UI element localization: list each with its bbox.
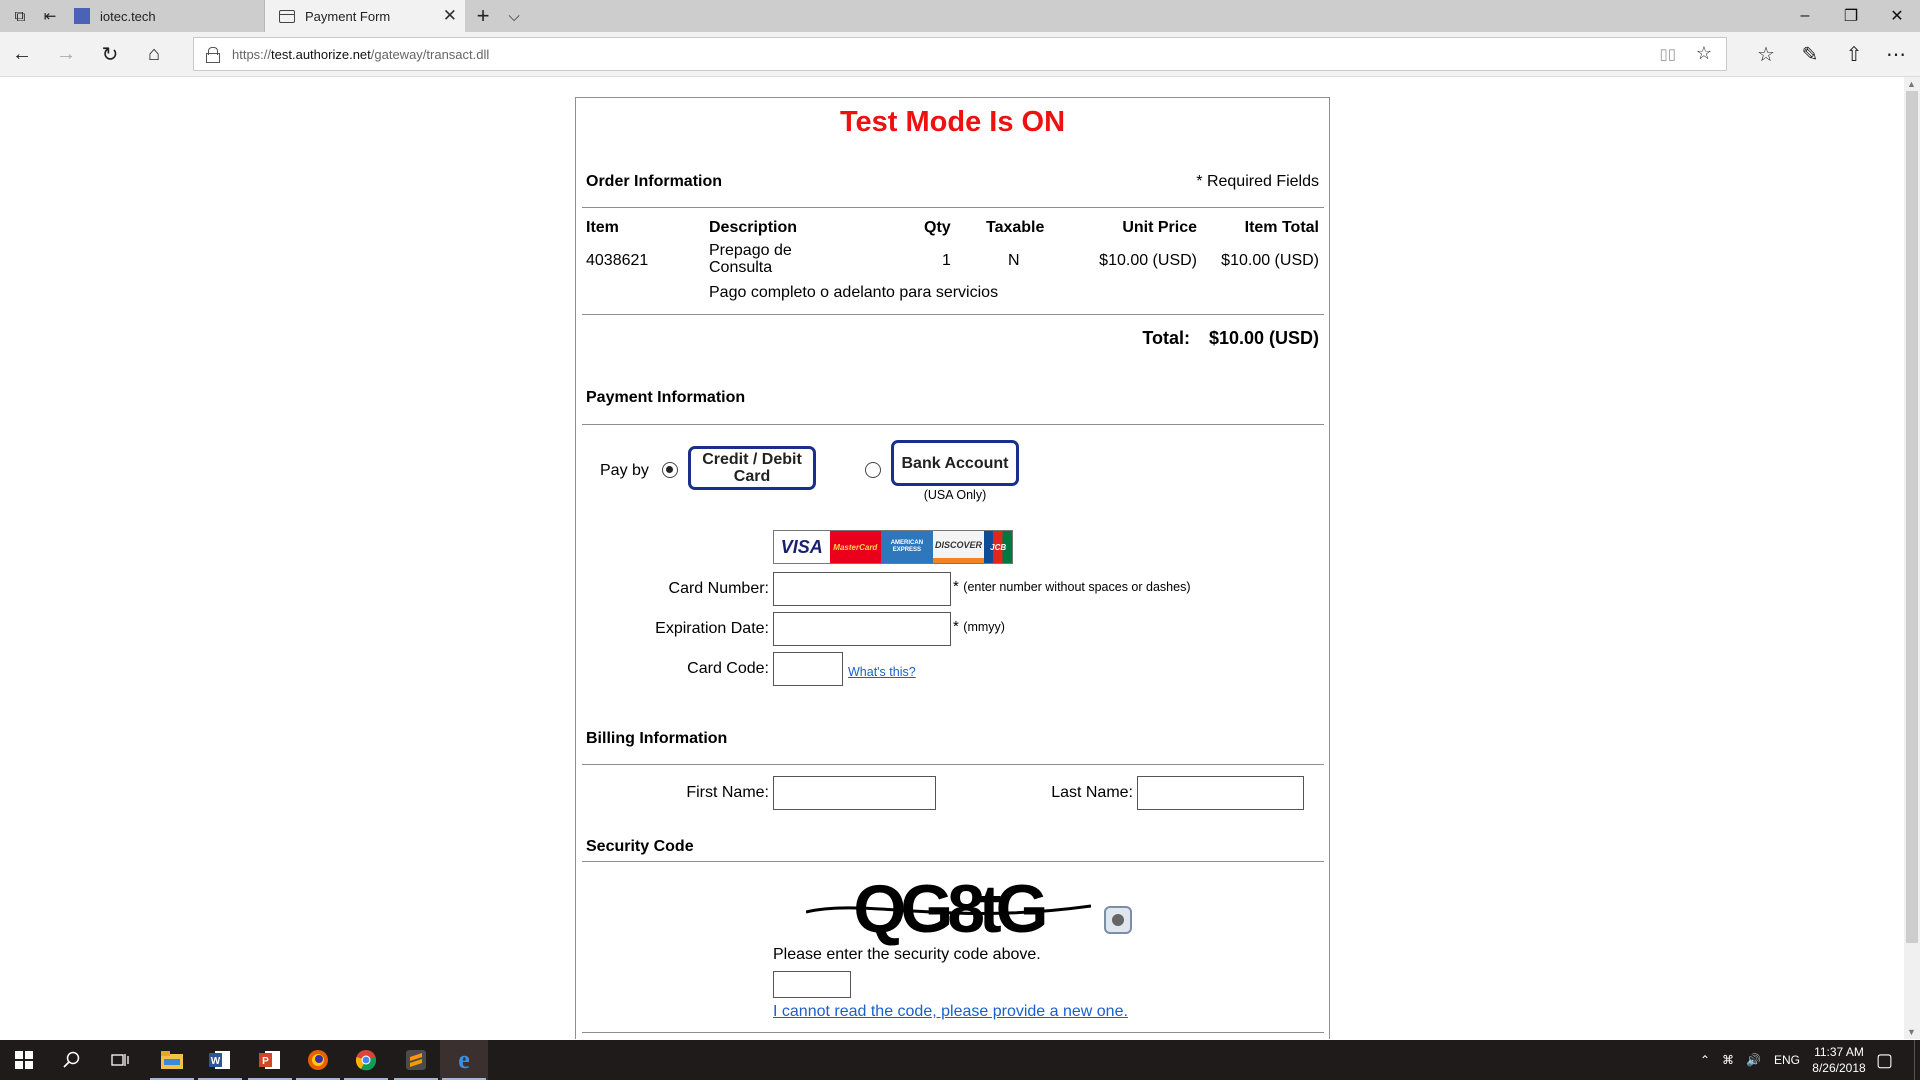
new-captcha-link[interactable]: I cannot read the code, please provide a new one. [773,1003,1128,1020]
mastercard-logo: MasterCard [830,531,882,563]
share-icon[interactable]: ⇧ [1845,44,1863,66]
order-item-total: $10.00 (USD) [1221,252,1319,269]
credit-debit-card-button[interactable]: Credit / Debit Card [688,446,816,490]
chrome-icon[interactable] [342,1040,390,1080]
tabs-aside-icon[interactable]: ⧉ [14,7,26,25]
payment-information-heading: Payment Information [586,389,746,406]
expiration-date-label: Expiration Date: [655,620,769,637]
col-taxable: Taxable [986,219,1045,236]
tab-title: iotec.tech [100,8,156,24]
show-hidden-icons-icon[interactable]: ⌃ [1700,1053,1711,1067]
pay-by-bank-radio[interactable] [865,462,881,478]
language-indicator[interactable]: ENG [1774,1053,1801,1067]
url-text: https://test.authorize.net/gateway/transact.dll [232,47,490,62]
col-description: Description [709,219,798,236]
show-desktop-button[interactable] [1914,1040,1920,1080]
web-note-icon[interactable]: ✎ [1801,44,1819,66]
order-item-unit-price: $10.00 (USD) [1099,252,1197,269]
tab-payment-form[interactable] [265,0,465,32]
divider [582,207,1324,208]
new-tab-icon[interactable]: + [476,3,490,28]
back-icon[interactable]: ← [12,43,32,65]
forward-icon[interactable]: → [56,43,76,65]
divider [582,861,1324,862]
minimize-icon[interactable]: – [1800,7,1810,24]
tab-iotec[interactable] [60,0,265,32]
card-code-label: Card Code: [687,660,769,677]
site-favicon-icon [74,8,90,24]
restore-icon[interactable]: ❐ [1843,8,1859,25]
audio-captcha-icon[interactable] [1104,906,1132,934]
first-name-label: First Name: [686,784,769,801]
edge-glyph-icon: e [458,1045,470,1074]
security-code-input[interactable] [773,971,851,998]
search-icon[interactable] [48,1040,96,1080]
order-item-qty: 1 [942,252,951,269]
close-tab-icon[interactable]: ✕ [442,6,457,25]
whats-this-link[interactable]: What's this? [848,665,916,679]
chevron-down-icon[interactable]: ⌵ [508,7,520,25]
windows-start-icon[interactable] [0,1040,48,1080]
amex-logo: AMERICAN EXPRESS [881,531,933,563]
refresh-icon[interactable]: ↻ [101,44,119,66]
col-item: Item [586,219,619,236]
task-view-icon[interactable] [96,1040,144,1080]
divider [582,424,1324,425]
last-name-label: Last Name: [1051,784,1133,801]
expiration-required-hint: * (mmyy) [953,618,1005,635]
jcb-logo: JCB [984,531,1012,563]
total-value: $10.00 (USD) [1208,328,1319,348]
reading-view-icon[interactable]: ▯▯ [1659,46,1676,63]
powerpoint-icon[interactable] [246,1040,294,1080]
word-icon[interactable] [196,1040,244,1080]
order-item-note: Pago completo o adelanto para servicios [709,284,999,301]
favorites-hub-icon[interactable]: ☆ [1757,44,1775,66]
clock[interactable] [1806,1040,1872,1080]
close-window-icon[interactable]: ✕ [1890,8,1904,25]
card-code-input[interactable] [773,652,843,686]
divider [582,1032,1324,1033]
edge-icon[interactable] [440,1040,488,1080]
scrollbar-thumb[interactable] [1906,91,1918,943]
expiration-date-input[interactable] [773,612,951,646]
order-item-id: 4038621 [586,252,649,269]
billing-information-heading: Billing Information [586,730,728,747]
test-mode-banner: Test Mode Is ON [839,106,1066,138]
vertical-scrollbar[interactable] [1904,77,1920,1039]
order-information-heading: Order Information [586,173,723,190]
svg-text:P: P [262,1056,269,1067]
page-content [0,77,1904,1039]
scroll-down-icon[interactable]: ▼ [1907,1027,1916,1037]
card-number-required-hint: * (enter number without spaces or dashes) [953,578,1191,595]
firefox-icon[interactable] [294,1040,342,1080]
volume-icon[interactable]: 🔊 [1746,1053,1761,1067]
captcha-image [806,868,1091,946]
divider [582,314,1324,315]
order-item-description: Prepago de Consulta [709,242,792,276]
last-name-input[interactable] [1137,776,1304,810]
file-explorer-icon[interactable] [148,1040,196,1080]
windows-taskbar [0,1040,1920,1080]
security-code-heading: Security Code [586,838,694,855]
network-icon[interactable]: ⌘ [1722,1053,1734,1067]
payment-form-panel [575,97,1330,1039]
total-label: Total: [1142,328,1190,348]
col-item-total: Item Total [1244,219,1319,236]
card-number-input[interactable] [773,572,951,606]
accepted-cards-logos [773,530,1013,564]
svg-text:QG8tG: QG8tG [853,871,1043,946]
browser-tab-bar [0,0,1920,32]
more-menu-icon[interactable]: ⋯ [1886,44,1906,66]
first-name-input[interactable] [773,776,936,810]
pay-by-card-radio[interactable] [662,462,678,478]
divider [582,764,1324,765]
clock-time: 11:37 AM [1814,1045,1864,1059]
scroll-up-icon[interactable]: ▲ [1907,79,1916,89]
home-icon[interactable]: ⌂ [147,43,161,65]
order-item-taxable: N [1008,252,1020,269]
set-tabs-aside-icon[interactable]: ⇤ [43,8,57,25]
lock-icon [206,47,218,61]
page-favicon-icon [279,10,295,23]
sublime-text-icon[interactable] [392,1040,440,1080]
favorite-star-icon[interactable]: ☆ [1695,43,1712,63]
tab-title: Payment Form [305,8,391,24]
col-qty: Qty [924,219,951,236]
usa-only-note: (USA Only) [923,488,987,502]
col-unit-price: Unit Price [1122,219,1197,236]
discover-logo: DISCOVER [933,531,985,563]
clock-date: 8/26/2018 [1812,1061,1866,1075]
captcha-instruction: Please enter the security code above. [773,946,1041,963]
required-fields-note: * Required Fields [1196,173,1319,190]
visa-logo: VISA [774,531,830,563]
address-bar[interactable] [193,37,1727,71]
bank-account-button[interactable]: Bank Account [891,440,1019,486]
action-center-icon[interactable]: ▢ [1876,1049,1894,1070]
svg-text:W: W [210,1056,221,1067]
pay-by-label: Pay by [600,462,649,479]
card-number-label: Card Number: [668,580,769,597]
browser-nav-bar [0,32,1920,77]
